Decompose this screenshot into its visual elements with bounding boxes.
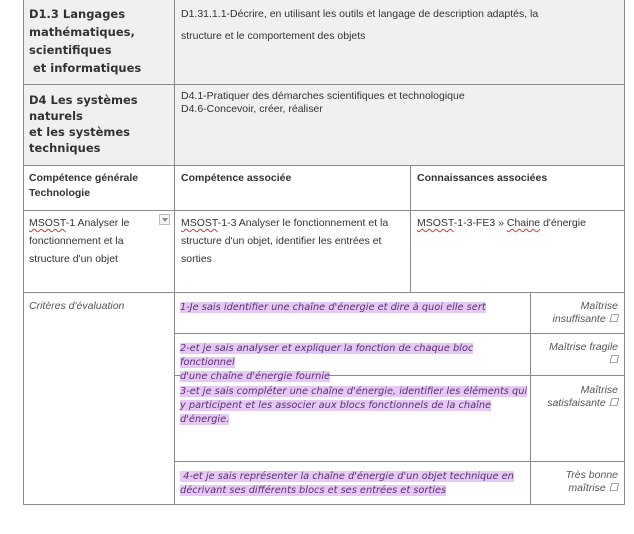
criterion-1-line: 1-Je sais identifier une chaîne d'énergie et dire à quoi elle sert	[180, 302, 486, 313]
header-general	[29, 171, 174, 201]
competence-associated	[181, 214, 407, 268]
domain-natural-title-line: D4 Les systèmes naturels	[29, 93, 138, 123]
competence-knowledge-word: Chaine	[506, 217, 541, 229]
header-general-line: Compétence générale	[29, 172, 139, 184]
criterion-1	[180, 301, 528, 315]
competence-knowledge-code: MSOST	[417, 217, 454, 229]
domain-math-description-line: D1.31.1.1-Décrire, en utilisant les outils et langage de description adaptés, la	[181, 8, 539, 20]
domain-math-title-line: scientifiques	[29, 43, 112, 57]
competence-associated-text: -1-3 Analyser le fonctionnement et la	[217, 217, 389, 229]
domain-math-title-line: et informatiques	[29, 61, 142, 75]
competence-general-code: MSOST	[29, 217, 66, 229]
criteria-label: Critères d'évaluation	[29, 300, 125, 312]
criterion-3	[180, 385, 530, 427]
competence-knowledge	[417, 214, 622, 232]
domain-math-description	[181, 3, 621, 47]
criterion-4	[180, 470, 530, 498]
criterion-2-line: 2-et je sais analyser et expliquer la fonction de chaque bloc fonctionnel	[180, 343, 474, 368]
competence-general-line: structure d'un objet	[29, 253, 118, 265]
domain-math-description-line: structure et le comportement des objets	[181, 30, 366, 42]
header-general-line: Technologie	[29, 187, 91, 199]
criterion-3-level[interactable]: Maîtrise satisfaisante ☐	[547, 384, 618, 409]
domain-math-title	[29, 5, 169, 77]
competence-general-line: fonctionnement et la	[29, 235, 124, 247]
criterion-2-level[interactable]: Maîtrise fragile ☐	[549, 341, 618, 366]
competence-knowledge-tail: d'énergie	[540, 217, 586, 229]
criterion-4-line: 4-et je sais représenter la chaîne d'énergie d'un objet technique en	[180, 471, 514, 482]
domain-math-title-line: D1.3 Langages	[29, 7, 126, 21]
criterion-4-level[interactable]: Très bonne maîtrise ☐	[565, 469, 618, 494]
competence-associated-line: sorties	[181, 253, 212, 265]
domain-natural-title-line: techniques	[29, 141, 101, 155]
header-knowledge: Connaissances associées	[417, 172, 548, 184]
header-associated: Compétence associée	[181, 172, 292, 184]
competence-knowledge-middle: -1-3-FE3 »	[453, 217, 507, 229]
competence-associated-line: structure d'un objet, identifier les entrées et	[181, 235, 382, 247]
competence-general	[29, 214, 169, 268]
criterion-1-level[interactable]: Maîtrise insuffisante ☐	[552, 300, 618, 325]
domain-natural-description-line: D4.6-Concevoir, créer, réaliser	[181, 103, 323, 115]
domain-natural-description	[181, 90, 621, 116]
criterion-3-line: d'énergie.	[180, 414, 230, 425]
criterion-3-line: 3-et je sais compléter une chaîne d'énergie, identifier les éléments qui	[180, 386, 528, 397]
competence-general-text: -1 Analyser le	[65, 217, 130, 229]
dropdown-arrow-icon[interactable]	[159, 214, 170, 225]
competence-associated-code: MSOST	[181, 217, 218, 229]
domain-natural-title-line: et les systèmes	[29, 125, 131, 139]
criterion-2-line: d'une chaîne d'énergie fournie	[180, 371, 331, 382]
criterion-2	[180, 342, 530, 384]
domain-math-title-line: mathématiques,	[29, 25, 135, 39]
domain-natural-title	[29, 92, 174, 156]
criterion-3-line: y participent et les associer aux blocs fonctionnels de la chaîne	[180, 400, 492, 411]
criterion-4-line: décrivant ses différents blocs et ses entrées et sorties	[180, 485, 447, 496]
domain-natural-description-line: D4.1-Pratiquer des démarches scientifiques et technologique	[181, 90, 465, 102]
